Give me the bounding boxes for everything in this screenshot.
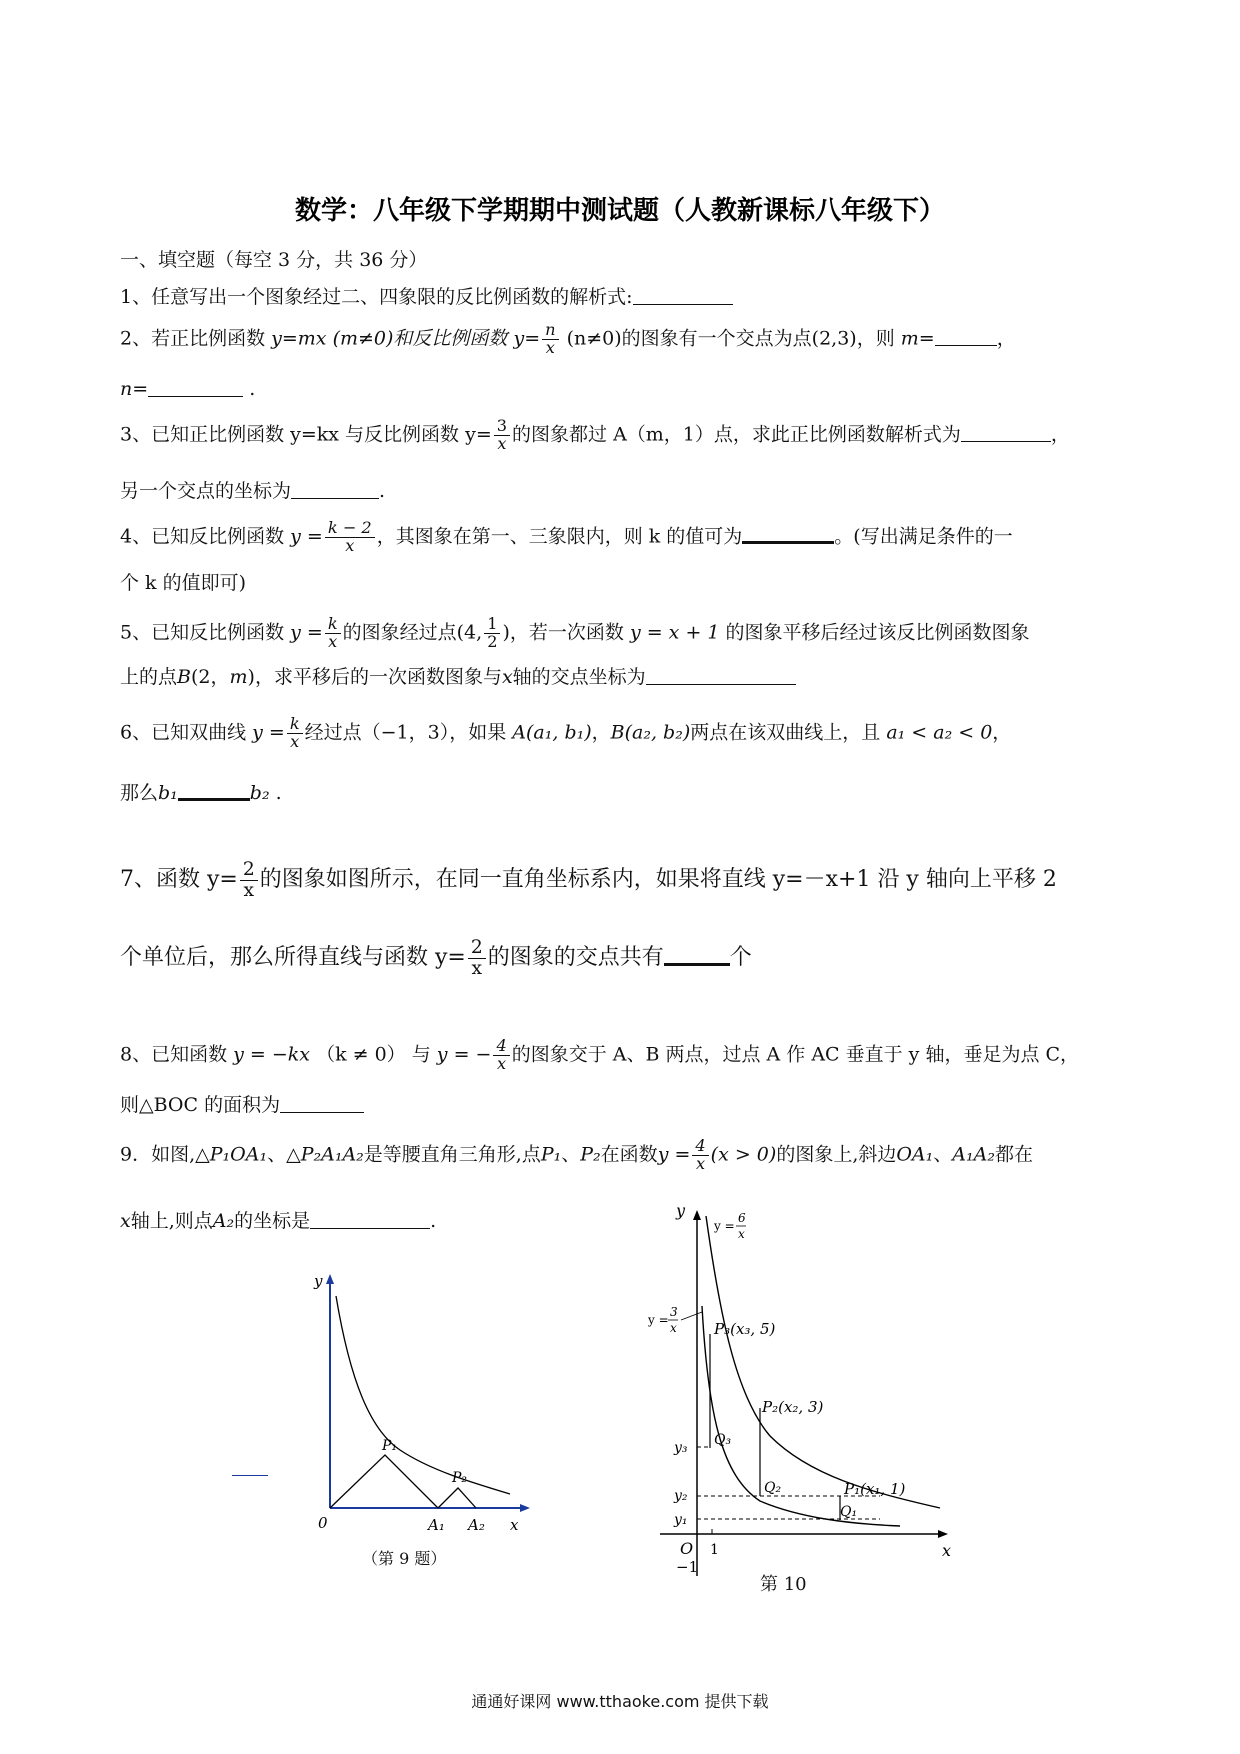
fig10-y1-label: y₁ [674,1512,688,1528]
fig9-p2-label: P₂ [452,1470,468,1486]
q9-text-e: 是等腰直角三角形,点 [363,1143,541,1166]
question-9-cont [120,1206,1130,1236]
fig9-triangle-2 [438,1488,476,1508]
q1-text: 1、任意写出一个图象经过二、四象限的反比例函数的解析式: [120,286,633,308]
q9-period: . [430,1210,437,1232]
q5-point-fraction [484,616,500,651]
fig10-curve1-den: x [738,1227,745,1241]
q2-fraction [542,322,558,357]
q3-text-d: 另一个交点的坐标为 [120,480,292,502]
q5-fraction-den: x [328,631,338,651]
q6-point-a: A(a₁, b₁) [512,721,592,744]
q5-text-i: 上的点 [120,666,178,688]
question-4 [120,520,1130,555]
q7-text-e: 个 [729,945,752,971]
q9-oa1: OA₁ [896,1143,934,1166]
question-8 [120,1038,1130,1073]
q9-text-r: 轴上,则点 [130,1210,213,1232]
q6-text-c: 经过点（−1，3），如果 [304,721,507,744]
q8-formula-1: y = −kx [233,1043,311,1066]
q7-text-a: 7、函数 y= [120,867,238,893]
q4-formula: y = [290,525,323,548]
fig9-curve [336,1296,510,1494]
q7-fraction-den: x [243,879,255,901]
q5-text-m: )，求平移后的一次函数图象与 [247,666,502,688]
q7-answer-blank[interactable] [664,943,730,966]
q2-period: . [249,378,256,400]
fig10-y-arrow [693,1210,701,1220]
q5-m: m [229,666,248,688]
fig10-curve1-label: y = [714,1219,735,1233]
q2-m-label: m= [900,327,935,350]
question-3 [120,418,1130,453]
q2-text-e: (n≠0)的图象有一个交点为点(2,3)，则 [566,327,895,350]
q4-text-c: ，其图象在第一、三象限内，则 k 的值可为 [376,525,743,548]
q2-formula-2: y= [513,327,541,350]
q4-text-a: 4、已知反比例函数 [120,525,285,548]
q4-text-d: 。(写出满足条件的一 [834,525,1013,548]
stray-mark [232,1475,268,1476]
question-7-cont [120,938,1130,978]
fig10-q2-label: Q₂ [764,1480,782,1496]
fig9-origin-label: 0 [318,1514,328,1532]
question-1 [120,282,1130,312]
q9-p1: P₁ [540,1143,562,1166]
fig9-a1-label: A₁ [428,1516,445,1534]
q3-text-b: 的图象都过 A（m，1）点，求此正比例函数解析式为 [512,423,961,446]
q9-answer-blank[interactable] [310,1208,430,1229]
fig10-curve2-pointer [681,1312,702,1320]
q2-comma: ， [996,327,1016,350]
question-8-cont [120,1090,1130,1120]
q8-text-d: 与 [411,1043,431,1066]
question-6-cont [120,778,1130,808]
q9-formula: y = [657,1143,691,1166]
q5-point-fraction-num: 1 [484,616,500,634]
q3-comma: ， [1050,423,1070,446]
fig10-one-label: 1 [710,1542,719,1558]
q3-answer-blank-2[interactable] [291,478,379,499]
q2-text-a: 2、若正比例函数 [120,327,266,350]
figure-10 [640,1196,970,1596]
q9-text-a: 9．如图, [120,1143,196,1166]
fig10-origin-label: O [680,1539,694,1558]
q6-comma: ， [591,721,611,744]
fig10-curve-6x [706,1216,940,1508]
q9-text-i: 在函数 [600,1143,658,1166]
q7-text-c: 个单位后，那么所得直线与函数 y= [120,945,466,971]
q5-point-a: (4, [456,621,483,644]
q9-p2: P₂ [580,1143,601,1166]
q3-fraction-num: 3 [494,418,510,436]
q3-fraction-den: x [497,433,507,453]
question-2 [120,322,1130,357]
fig10-q3-label: Q₃ [714,1432,732,1448]
q2-n-label: n= [120,378,149,400]
q6-b1: b₁ [158,782,178,804]
q6-text-j: 那么 [120,782,159,804]
q5-text-o: 轴的交点坐标为 [512,666,646,688]
q6-fraction-den: x [290,731,300,751]
q2-formula-1: y=mx [271,327,327,350]
figure-9 [300,1270,540,1560]
q8-text-a: 8、已知函数 [120,1043,228,1066]
q3-period: . [379,480,386,502]
page-footer: 通通好课网 www.tthaoke.com 提供下载 [471,1692,769,1711]
q9-x: x [120,1210,131,1232]
q5-text-a: 5、已知反比例函数 [120,621,285,644]
q7-fraction [240,860,258,900]
q9-sep-2: 、 [561,1143,581,1166]
fig10-p2-label: P₂(x₂, 3) [762,1398,824,1416]
q9-a1a2: A₁A₂ [952,1143,995,1166]
fig10-p3-label: P₃(x₃, 5) [714,1320,776,1338]
q7-fraction-2-den: x [471,957,483,979]
fig10-curve1-num: 6 [738,1211,746,1225]
fig10-q1-label: Q₁ [840,1504,858,1520]
q2-text-c: (m≠0)和反比例函数 [332,327,508,350]
q5-text-h: 的图象平移后经过该反比例函数图象 [725,621,1030,644]
q8-condition: （k ≠ 0） [316,1043,406,1066]
q5-fraction [325,616,341,651]
q6-fraction-num: k [287,716,303,734]
q2-n-blank[interactable] [148,376,243,397]
q8-text-g: 则△BOC 的面积为 [120,1094,281,1116]
question-5-cont [120,662,1130,692]
q8-text-f: 的图象交于 A、B 两点，过点 A 作 AC 垂直于 y 轴，垂足为点 C， [511,1043,1080,1066]
q5-point-b: ) [502,621,510,644]
q9-sep-3: 、 [933,1143,953,1166]
q7-text-b: 的图象如图所示，在同一直角坐标系内，如果将直线 y=－x+1 沿 y 轴向上平移 2 [259,867,1057,893]
q9-text-p: 都在 [994,1143,1033,1166]
q5-x: x [501,666,513,688]
q8-formula-2: y = − [436,1043,492,1066]
fig9-x-arrow [520,1504,530,1512]
q3-text-a: 3、已知正比例函数 y=kx 与反比例函数 y= [120,423,492,446]
q9-sep-1: 、 [267,1143,287,1166]
q9-triangle-2: △P₂A₁A₂ [286,1143,364,1166]
fig10-neg1-label: −1 [676,1558,699,1576]
fig10-caption: 第 10 [760,1574,807,1595]
q9-fraction-den: x [695,1153,706,1173]
q6-comma-2: ， [992,721,1012,744]
q6-fraction [287,716,303,751]
q6-formula: y = [252,721,285,744]
fig10-curve2-label: y = [648,1313,669,1327]
q5-b: B [177,666,191,688]
question-7 [120,860,1130,900]
q9-text-t: 的坐标是 [234,1210,311,1232]
q7-fraction-num: 2 [240,860,258,881]
q6-text-a: 6、已知双曲线 [120,721,247,744]
fig9-caption: （第 9 题） [362,1549,447,1568]
q4-fraction-den: x [345,535,355,555]
q5-formula: y = [290,621,323,644]
q9-text-l: 的图象上,斜边 [776,1143,897,1166]
q6-period: . [275,782,282,804]
question-2-cont [120,374,1130,404]
q9-fraction-num: 4 [692,1138,708,1156]
q5-fraction-num: k [325,616,341,634]
q2-m-blank[interactable] [935,325,997,346]
q4-answer-blank[interactable] [742,521,834,544]
question-9 [120,1138,1130,1173]
fig10-y3-label: y₃ [674,1440,688,1456]
fig10-curve2-den: x [670,1321,677,1335]
question-4-cont: 个 k 的值即可) [120,572,247,594]
question-6 [120,716,1130,751]
q9-a2: A₂ [212,1210,235,1232]
q2-fraction-den: x [545,337,555,357]
fig10-p1-label: P₁(x₁, 1) [844,1480,906,1498]
q5-linear: y = x + 1 [629,621,720,644]
q3-answer-blank-1[interactable] [961,421,1051,442]
fig10-y-label: y [676,1201,686,1220]
fig9-y-label: y [314,1272,323,1290]
q6-inequality: a₁ < a₂ < 0 [886,721,993,744]
q8-fraction-num: 4 [493,1038,509,1056]
q3-fraction [494,418,510,453]
q9-triangle-1: △P₁OA₁ [195,1143,268,1166]
q5-text-k: (2， [190,666,230,688]
q4-fraction-num: k − 2 [325,520,375,538]
fig9-x-label: x [510,1516,519,1534]
q2-fraction-num: n [542,322,558,340]
q8-fraction [493,1038,509,1073]
section-heading: 一、填空题（每空 3 分，共 36 分） [120,249,428,271]
q6-point-b: B(a₂, b₂) [610,721,691,744]
question-5 [120,616,1130,651]
q5-text-c: 的图象经过点 [342,621,457,644]
q6-answer-blank[interactable] [178,778,250,801]
fig10-x-arrow [938,1530,948,1538]
q1-answer-blank[interactable] [633,284,733,305]
q6-text-g: 两点在该双曲线上，且 [690,721,881,744]
fig10-x-label: x [942,1541,952,1560]
q9-fraction [692,1138,708,1173]
q7-text-d: 的图象的交点共有 [487,945,664,971]
question-3-cont [120,476,1130,506]
fig9-a2-label: A₂ [468,1516,485,1534]
q7-fraction-2-num: 2 [468,938,486,959]
page-title: 数学：八年级下学期期中测试题（人教新课标八年级下） [294,196,945,226]
q6-b2: b₂ [249,782,270,804]
q9-domain: (x > 0) [710,1143,777,1166]
q7-fraction-2 [468,938,486,978]
fig9-y-arrow [326,1274,334,1284]
q5-text-f: ，若一次函数 [509,621,624,644]
q5-answer-blank[interactable] [646,664,796,685]
fig10-curve2-num: 3 [670,1305,678,1319]
q8-fraction-den: x [497,1053,507,1073]
q8-answer-blank[interactable] [280,1092,364,1113]
fig9-p1-label: P₁ [382,1438,398,1454]
q4-fraction [325,520,375,555]
q5-point-fraction-den: 2 [487,631,498,651]
fig10-y2-label: y₂ [674,1488,688,1504]
